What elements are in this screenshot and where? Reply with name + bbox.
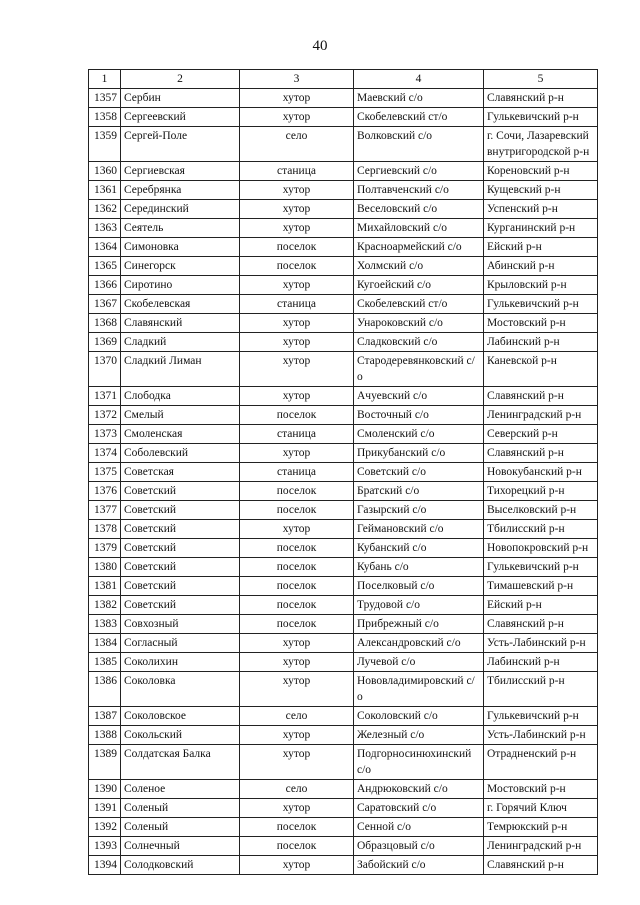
cell-type: поселок: [240, 501, 354, 520]
cell-settlement: Соленый: [121, 799, 240, 818]
cell-number: 1389: [89, 745, 121, 780]
cell-settlement: Соболевский: [121, 444, 240, 463]
cell-type: хутор: [240, 799, 354, 818]
cell-district: Каневской р-н: [484, 352, 598, 387]
cell-council: Полтавченский с/о: [354, 181, 484, 200]
column-header-1: 1: [89, 70, 121, 89]
cell-settlement: Солдатская Балка: [121, 745, 240, 780]
cell-district: Ленинградский р-н: [484, 406, 598, 425]
cell-district: Ейский р-н: [484, 238, 598, 257]
cell-council: Соколовский с/о: [354, 707, 484, 726]
cell-settlement: Слободка: [121, 387, 240, 406]
cell-settlement: Солнечный: [121, 837, 240, 856]
cell-council: Геймановский с/о: [354, 520, 484, 539]
cell-number: 1378: [89, 520, 121, 539]
table-row: [89, 856, 598, 875]
cell-district: Тимашевский р-н: [484, 577, 598, 596]
cell-district: Славянский р-н: [484, 615, 598, 634]
table-row: [89, 425, 598, 444]
cell-settlement: Синегорск: [121, 257, 240, 276]
cell-type: поселок: [240, 818, 354, 837]
cell-council: Кубань с/о: [354, 558, 484, 577]
cell-type: хутор: [240, 181, 354, 200]
cell-type: станица: [240, 425, 354, 444]
cell-number: 1394: [89, 856, 121, 875]
cell-council: Андрюковский с/о: [354, 780, 484, 799]
table-row: [89, 672, 598, 707]
settlements-table: [88, 69, 598, 875]
column-header-5: 5: [484, 70, 598, 89]
cell-type: поселок: [240, 596, 354, 615]
cell-district: г. Горячий Ключ: [484, 799, 598, 818]
cell-type: поселок: [240, 837, 354, 856]
cell-type: хутор: [240, 444, 354, 463]
cell-district: Славянский р-н: [484, 387, 598, 406]
cell-number: 1371: [89, 387, 121, 406]
cell-council: Газырский с/о: [354, 501, 484, 520]
cell-settlement: Советский: [121, 558, 240, 577]
cell-type: хутор: [240, 634, 354, 653]
cell-council: Холмский с/о: [354, 257, 484, 276]
cell-council: Сергиевский с/о: [354, 162, 484, 181]
cell-council: Саратовский с/о: [354, 799, 484, 818]
table-row: [89, 181, 598, 200]
cell-settlement: Скобелевская: [121, 295, 240, 314]
cell-district: Кущевский р-н: [484, 181, 598, 200]
cell-settlement: Советский: [121, 520, 240, 539]
table-row: [89, 501, 598, 520]
cell-number: 1384: [89, 634, 121, 653]
table-row: [89, 799, 598, 818]
table-row: [89, 127, 598, 162]
cell-number: 1362: [89, 200, 121, 219]
table-row: [89, 463, 598, 482]
table-row: [89, 238, 598, 257]
cell-settlement: Серебрянка: [121, 181, 240, 200]
cell-number: 1391: [89, 799, 121, 818]
page-number: 40: [312, 38, 328, 54]
cell-settlement: Солодковский: [121, 856, 240, 875]
cell-type: хутор: [240, 672, 354, 707]
cell-number: 1379: [89, 539, 121, 558]
cell-number: 1366: [89, 276, 121, 295]
cell-district: Лабинский р-н: [484, 653, 598, 672]
cell-settlement: Советский: [121, 501, 240, 520]
table-row: [89, 295, 598, 314]
cell-council: Веселовский с/о: [354, 200, 484, 219]
cell-settlement: Сокольский: [121, 726, 240, 745]
cell-type: хутор: [240, 276, 354, 295]
cell-council: Смоленский с/о: [354, 425, 484, 444]
cell-settlement: Сергеевский: [121, 108, 240, 127]
cell-council: Лучевой с/о: [354, 653, 484, 672]
cell-council: Поселковый с/о: [354, 577, 484, 596]
cell-number: 1380: [89, 558, 121, 577]
cell-type: станица: [240, 295, 354, 314]
table-row: [89, 387, 598, 406]
cell-number: 1377: [89, 501, 121, 520]
cell-number: 1368: [89, 314, 121, 333]
cell-council: Александровский с/о: [354, 634, 484, 653]
cell-type: село: [240, 707, 354, 726]
cell-type: село: [240, 127, 354, 162]
cell-council: Кугоейский с/о: [354, 276, 484, 295]
cell-settlement: Симоновка: [121, 238, 240, 257]
cell-district: Отрадненский р-н: [484, 745, 598, 780]
cell-council: Скобелевский ст/о: [354, 295, 484, 314]
cell-settlement: Смоленская: [121, 425, 240, 444]
cell-council: Сенной с/о: [354, 818, 484, 837]
cell-council: Трудовой с/о: [354, 596, 484, 615]
cell-district: Гулькевичский р-н: [484, 558, 598, 577]
cell-number: 1359: [89, 127, 121, 162]
cell-settlement: Сладкий: [121, 333, 240, 352]
table-row: [89, 520, 598, 539]
cell-type: хутор: [240, 726, 354, 745]
cell-district: г. Сочи, Лазаревский внутригородской р-н: [484, 127, 598, 162]
cell-council: Нововладимировский с/о: [354, 672, 484, 707]
table-row: [89, 482, 598, 501]
cell-district: Темрюкский р-н: [484, 818, 598, 837]
cell-type: поселок: [240, 615, 354, 634]
cell-settlement: Согласный: [121, 634, 240, 653]
cell-number: 1381: [89, 577, 121, 596]
cell-type: поселок: [240, 482, 354, 501]
column-header-2: 2: [121, 70, 240, 89]
cell-district: Успенский р-н: [484, 200, 598, 219]
cell-district: Крыловский р-н: [484, 276, 598, 295]
table-row: [89, 780, 598, 799]
cell-settlement: Сиротино: [121, 276, 240, 295]
table-body: [89, 89, 598, 875]
cell-type: поселок: [240, 257, 354, 276]
cell-district: Курганинский р-н: [484, 219, 598, 238]
cell-type: хутор: [240, 653, 354, 672]
cell-number: 1358: [89, 108, 121, 127]
cell-type: хутор: [240, 219, 354, 238]
cell-council: Подгорносинюхинский с/о: [354, 745, 484, 780]
cell-council: Красноармейский с/о: [354, 238, 484, 257]
table-row: [89, 89, 598, 108]
cell-district: Усть-Лабинский р-н: [484, 726, 598, 745]
cell-number: 1376: [89, 482, 121, 501]
cell-district: Абинский р-н: [484, 257, 598, 276]
cell-type: хутор: [240, 352, 354, 387]
cell-district: Выселковский р-н: [484, 501, 598, 520]
cell-settlement: Соколовка: [121, 672, 240, 707]
cell-number: 1392: [89, 818, 121, 837]
cell-number: 1393: [89, 837, 121, 856]
cell-settlement: Серединский: [121, 200, 240, 219]
table-row: [89, 200, 598, 219]
cell-type: хутор: [240, 89, 354, 108]
cell-district: Славянский р-н: [484, 444, 598, 463]
cell-settlement: Смелый: [121, 406, 240, 425]
cell-district: Северский р-н: [484, 425, 598, 444]
cell-council: Сладковский с/о: [354, 333, 484, 352]
cell-type: хутор: [240, 520, 354, 539]
cell-number: 1375: [89, 463, 121, 482]
cell-district: Гулькевичский р-н: [484, 295, 598, 314]
cell-number: 1374: [89, 444, 121, 463]
cell-settlement: Соколихин: [121, 653, 240, 672]
cell-settlement: Соколовское: [121, 707, 240, 726]
cell-type: поселок: [240, 539, 354, 558]
cell-district: Тбилисский р-н: [484, 672, 598, 707]
cell-settlement: Соленое: [121, 780, 240, 799]
cell-number: 1364: [89, 238, 121, 257]
cell-district: Гулькевичский р-н: [484, 108, 598, 127]
table-row: [89, 837, 598, 856]
cell-settlement: Советский: [121, 482, 240, 501]
table-row: [89, 108, 598, 127]
cell-type: хутор: [240, 200, 354, 219]
cell-district: Кореновский р-н: [484, 162, 598, 181]
cell-district: Гулькевичский р-н: [484, 707, 598, 726]
cell-council: Советский с/о: [354, 463, 484, 482]
cell-type: станица: [240, 463, 354, 482]
cell-district: Ленинградский р-н: [484, 837, 598, 856]
cell-district: Славянский р-н: [484, 856, 598, 875]
cell-district: Тбилисский р-н: [484, 520, 598, 539]
column-header-3: 3: [240, 70, 354, 89]
cell-settlement: Славянский: [121, 314, 240, 333]
cell-type: поселок: [240, 406, 354, 425]
cell-settlement: Советский: [121, 577, 240, 596]
cell-number: 1386: [89, 672, 121, 707]
table-row: [89, 444, 598, 463]
cell-type: хутор: [240, 108, 354, 127]
cell-council: Образцовый с/о: [354, 837, 484, 856]
table-row: [89, 615, 598, 634]
table-row: [89, 257, 598, 276]
cell-district: Славянский р-н: [484, 89, 598, 108]
cell-number: 1367: [89, 295, 121, 314]
table-header-row: [89, 70, 598, 89]
cell-council: Забойский с/о: [354, 856, 484, 875]
cell-council: Кубанский с/о: [354, 539, 484, 558]
cell-district: Мостовский р-н: [484, 780, 598, 799]
cell-type: хутор: [240, 387, 354, 406]
table-row: [89, 726, 598, 745]
column-header-4: 4: [354, 70, 484, 89]
cell-number: 1383: [89, 615, 121, 634]
cell-number: 1360: [89, 162, 121, 181]
table-row: [89, 162, 598, 181]
cell-type: поселок: [240, 577, 354, 596]
cell-type: поселок: [240, 238, 354, 257]
cell-district: Усть-Лабинский р-н: [484, 634, 598, 653]
table-row: [89, 406, 598, 425]
cell-settlement: Сеятель: [121, 219, 240, 238]
table-row: [89, 653, 598, 672]
cell-number: 1365: [89, 257, 121, 276]
cell-district: Тихорецкий р-н: [484, 482, 598, 501]
cell-council: Маевский с/о: [354, 89, 484, 108]
cell-number: 1357: [89, 89, 121, 108]
cell-number: 1387: [89, 707, 121, 726]
table-row: [89, 352, 598, 387]
cell-number: 1390: [89, 780, 121, 799]
cell-type: село: [240, 780, 354, 799]
cell-council: Прибрежный с/о: [354, 615, 484, 634]
cell-settlement: Советский: [121, 596, 240, 615]
cell-number: 1382: [89, 596, 121, 615]
cell-council: Железный с/о: [354, 726, 484, 745]
table-row: [89, 707, 598, 726]
table-row: [89, 276, 598, 295]
cell-number: 1369: [89, 333, 121, 352]
cell-council: Прикубанский с/о: [354, 444, 484, 463]
table-row: [89, 558, 598, 577]
cell-settlement: Советский: [121, 539, 240, 558]
cell-council: Скобелевский ст/о: [354, 108, 484, 127]
cell-council: Восточный с/о: [354, 406, 484, 425]
cell-settlement: Советская: [121, 463, 240, 482]
cell-council: Стародеревянковский с/о: [354, 352, 484, 387]
table-row: [89, 333, 598, 352]
cell-district: Лабинский р-н: [484, 333, 598, 352]
cell-settlement: Сербин: [121, 89, 240, 108]
cell-number: 1370: [89, 352, 121, 387]
table-row: [89, 596, 598, 615]
cell-type: хутор: [240, 856, 354, 875]
table-row: [89, 539, 598, 558]
cell-council: Михайловский с/о: [354, 219, 484, 238]
cell-type: хутор: [240, 314, 354, 333]
cell-settlement: Соленый: [121, 818, 240, 837]
table-row: [89, 219, 598, 238]
cell-settlement: Сергей-Поле: [121, 127, 240, 162]
cell-district: Новокубанский р-н: [484, 463, 598, 482]
cell-council: Волковский с/о: [354, 127, 484, 162]
cell-district: Мостовский р-н: [484, 314, 598, 333]
cell-number: 1388: [89, 726, 121, 745]
cell-council: Ачуевский с/о: [354, 387, 484, 406]
table-row: [89, 818, 598, 837]
cell-type: хутор: [240, 745, 354, 780]
cell-number: 1372: [89, 406, 121, 425]
cell-settlement: Совхозный: [121, 615, 240, 634]
cell-settlement: Сергиевская: [121, 162, 240, 181]
table-row: [89, 577, 598, 596]
cell-number: 1373: [89, 425, 121, 444]
cell-number: 1361: [89, 181, 121, 200]
table-row: [89, 745, 598, 780]
table-row: [89, 314, 598, 333]
table-row: [89, 634, 598, 653]
cell-council: Унароковский с/о: [354, 314, 484, 333]
cell-number: 1385: [89, 653, 121, 672]
cell-type: хутор: [240, 333, 354, 352]
cell-type: поселок: [240, 558, 354, 577]
cell-district: Новопокровский р-н: [484, 539, 598, 558]
cell-district: Ейский р-н: [484, 596, 598, 615]
cell-settlement: Сладкий Лиман: [121, 352, 240, 387]
cell-council: Братский с/о: [354, 482, 484, 501]
cell-type: станица: [240, 162, 354, 181]
cell-number: 1363: [89, 219, 121, 238]
